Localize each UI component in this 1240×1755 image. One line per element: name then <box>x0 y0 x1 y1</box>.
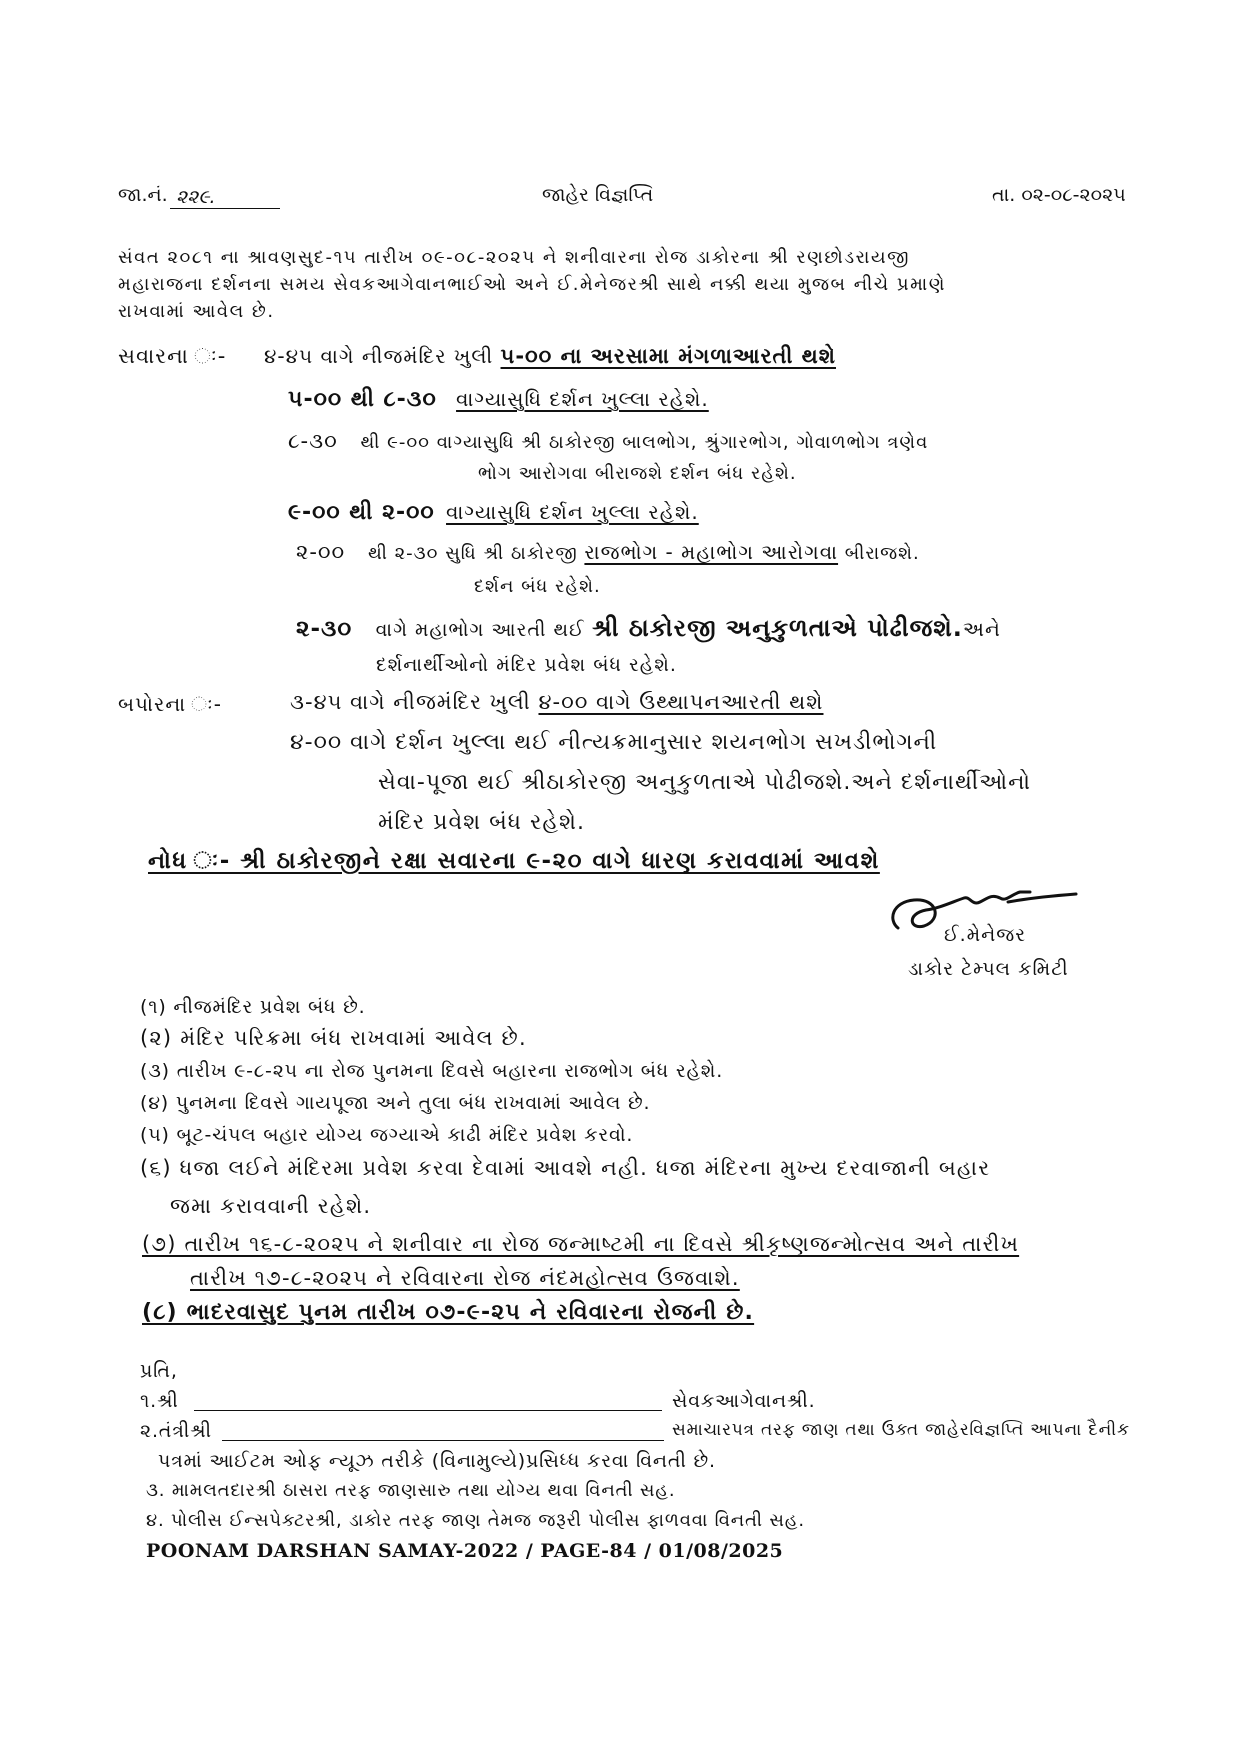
note-6-cont: જમા કરાવવાની રહેશે. <box>170 1194 372 1218</box>
recipient-3: ૩. મામલતદારશ્રી ઠાસરા તરફ જાણસારુ તથા યોગ્ય થવા વિનતી સહ. <box>146 1480 676 1501</box>
morning-label: સવારના ઃ- <box>118 344 227 368</box>
note-3: (૩) તારીખ ૯-૮-૨૫ ના રોજ પુનમના દિવસે બહારના રાજભોગ બંધ રહેશે. <box>140 1060 724 1082</box>
morning-line-3-text: થી ૯-૦૦ વાગ્યાસુધિ શ્રી ઠાકોરજી બાલભોગ, શ્રુંગારભોગ, ગોવાળભોગ ત્રણેવ <box>360 432 929 453</box>
morning-line-6-time: ૨-૩૦ <box>296 616 353 642</box>
morning-line-5-text: થી ૨-૩૦ સુધિ શ્રી ઠાકોરજી <box>367 543 578 564</box>
morning-line-6-text: વાગે મહાભોગ આરતી થઈ <box>375 619 585 641</box>
note-2: (૨) મંદિર પરિક્રમા બંધ રાખવામાં આવેલ છે. <box>140 1026 527 1050</box>
rajbhog-text: રાજભોગ - મહાભોગ આરોગવા <box>584 540 839 564</box>
recipient-1-label: ૧.શ્રી <box>140 1390 179 1412</box>
note-5: (૫) બૂટ-ચંપલ બહાર યોગ્ય જગ્યાએ કાઢી મંદિર પ્રવેશ કરવો. <box>140 1124 634 1146</box>
morning-line-5 <box>296 540 920 565</box>
morning-line-5-cont: દર્શન બંધ રહેશે. <box>474 576 601 597</box>
morning-line-4 <box>288 500 699 525</box>
note-4: (૪) પુનમના દિવસે ગાયપૂજા અને તુલા બંધ રાખવામાં આવેલ છે. <box>140 1092 651 1114</box>
afternoon-line-1-text: ૩-૪૫ વાગે નીજમંદિર ખુલી <box>290 690 531 714</box>
notice-date: તા. ૦૨-૦૮-૨૦૨૫ <box>992 184 1126 206</box>
recipient-1-suffix: સેવકઆગેવાનશ્રી. <box>672 1390 816 1412</box>
note-1: (૧) નીજમંદિર પ્રવેશ બંધ છે. <box>140 996 366 1018</box>
recipient-4: ૪. પોલીસ ઈન્સપેક્ટરશ્રી, ડાકોર તરફ જાણ તેમજ જરૂરી પોલીસ ફાળવવા વિનતી સહ. <box>146 1510 805 1531</box>
signatory-title: ઈ.મેનેજર <box>944 924 1027 946</box>
morning-line-1-text: ૪-૪૫ વાગે નીજમંદિર ખુલી <box>264 344 494 368</box>
notice-title: જાહેર વિજ્ઞપ્તિ <box>542 184 654 206</box>
morning-line-1 <box>264 344 836 369</box>
afternoon-line-3: સેવા-પૂજા થઈ શ્રીઠાકોરજી અનુકુળતાએ પોઢીજશે.અને દર્શનાર્થીઓનો <box>378 770 1031 795</box>
morning-line-5-time: ૨-૦૦ <box>296 540 346 564</box>
afternoon-line-1 <box>290 690 823 715</box>
recipient-2-blank <box>222 1440 664 1441</box>
note-6: (૬) ધજા લઈને મંદિરમા પ્રવેશ કરવા દેવામાં આવશે નહી. ધજા મંદિરના મુખ્ય દરવાજાની બહાર <box>140 1156 991 1180</box>
intro-line-2: મહારાજના દર્શનના સમય સેવકઆગેવાનભાઈઓ અને ઈ.મેનેજરશ્રી સાથે નક્કી થયા મુજબ નીચે પ્રમાણે <box>118 274 946 295</box>
reference-number: ૨૨૯. <box>176 186 216 208</box>
prati-label: પ્રતિ, <box>140 1360 178 1382</box>
note-7-cont: તારીખ ૧૭-૮-૨૦૨૫ ને રવિવારના રોજ નંદમહોત્સવ ઉજવાશે. <box>190 1266 740 1290</box>
morning-line-3 <box>288 429 928 454</box>
morning-line-6-end: અને <box>962 617 1001 641</box>
reference-label: જા.નં. <box>118 184 168 206</box>
utthapan-aarti-text: ૪-૦૦ વાગે ઉથ્થાપનઆરતી થશે <box>538 690 824 714</box>
morning-line-4-text: વાગ્યાસુધિ દર્શન ખુલ્લા રહેશે. <box>446 500 699 524</box>
morning-line-3-time: ૮-૩૦ <box>288 429 338 453</box>
signatory-org: ડાકોર ટેમ્પલ કમિટી <box>908 958 1069 980</box>
morning-line-2 <box>288 387 709 412</box>
afternoon-label: બપોરના ઃ- <box>118 692 222 716</box>
morning-line-6 <box>296 614 1001 642</box>
note-7: (૭) તારીખ ૧૬-૮-૨૦૨૫ ને શનીવાર ના રોજ જન્માષ્ટમી ના દિવસે શ્રીકૃષ્ણજન્મોત્સવ અને તારીખ <box>142 1232 1020 1256</box>
document-footer: POONAM DARSHAN SAMAY-2022 / PAGE-84 / 01/08/2025 <box>146 1540 784 1562</box>
pohdhijashe-text: શ્રી ઠાકોરજી અનુકુળતાએ પોઢીજશે. <box>592 614 963 642</box>
morning-line-6-cont: દર્શનાર્થીઓનો મંદિર પ્રવેશ બંધ રહેશે. <box>376 654 677 676</box>
intro-line-3: રાખવામાં આવેલ છે. <box>118 301 275 322</box>
afternoon-line-4: મંદિર પ્રવેશ બંધ રહેશે. <box>378 810 585 835</box>
morning-line-4-time: ૯-૦૦ થી ૨-૦૦ <box>288 500 435 525</box>
morning-line-2-text: વાગ્યાસુધિ દર્શન ખુલ્લા રહેશે. <box>456 387 709 411</box>
morning-line-5-end: બીરાજશે. <box>844 543 920 564</box>
raksha-note: નોધ ઃ- શ્રી ઠાકોરજીને રક્ષા સવારના ૯-૨૦ વાગે ધારણ કરાવવામાં આવશે <box>148 848 880 874</box>
morning-line-3-cont: ભોગ આરોગવા બીરાજશે દર્શન બંધ રહેશે. <box>478 463 797 484</box>
afternoon-line-2: ૪-૦૦ વાગે દર્શન ખુલ્લા થઈ નીત્યક્રમાનુસાર શયનભોગ સખડીભોગની <box>290 730 938 755</box>
morning-line-2-time: ૫-૦૦ થી ૮-૩૦ <box>288 387 437 412</box>
recipient-2-label: ૨.તંત્રીશ્રી <box>140 1420 212 1442</box>
intro-line-1: સંવત ૨૦૮૧ ના શ્રાવણસુદ-૧૫ તારીખ ૦૯-૦૮-૨૦૨૫ ને શનીવારના રોજ ડાકોરના શ્રી રણછોડરાયજી <box>118 247 910 268</box>
recipient-2-cont: પત્રમાં આઈટમ ઓફ ન્યૂઝ તરીકે (વિનામુલ્યે)પ્રસિધ્ધ કરવા વિનતી છે. <box>158 1450 716 1472</box>
recipient-2-suffix: સમાચારપત્ર તરફ જાણ તથા ઉક્ત જાહેરવિજ્ઞપ્તિ આપના દૈનીક <box>672 1420 1130 1440</box>
reference-underline <box>170 208 280 209</box>
mangala-aarti-text: ૫-૦૦ ના અરસામા મંગળાઆરતી થશે <box>500 344 836 368</box>
recipient-1-blank <box>194 1410 662 1411</box>
note-8: (૮) ભાદરવાસુદ પુનમ તારીખ ૦૭-૯-૨૫ ને રવિવારના રોજની છે. <box>142 1300 755 1325</box>
